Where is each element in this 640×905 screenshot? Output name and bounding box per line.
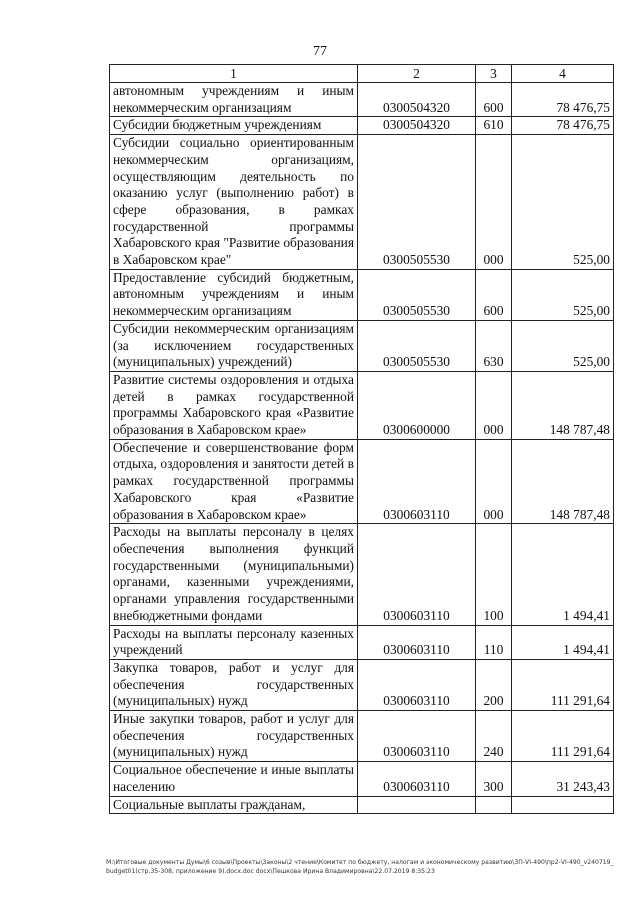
row-type: 000 (476, 439, 512, 524)
row-amount: 1 494,41 (512, 625, 614, 659)
row-name: Субсидии бюджетным учреждениям (110, 117, 358, 135)
table-row (110, 135, 614, 270)
row-type: 240 (476, 711, 512, 762)
row-code: 0300505530 (358, 135, 476, 270)
row-type: 100 (476, 524, 512, 625)
table-row (110, 269, 614, 320)
table-row (110, 439, 614, 524)
row-code: 0300603110 (358, 439, 476, 524)
row-amount: 78 476,75 (512, 83, 614, 117)
table-row (110, 659, 614, 710)
row-type: 200 (476, 659, 512, 710)
column-header-type: 3 (476, 65, 512, 83)
row-code: 0300505530 (358, 269, 476, 320)
row-name: Социальные выплаты гражданам, (110, 796, 358, 814)
row-type: 300 (476, 762, 512, 796)
row-amount: 525,00 (512, 269, 614, 320)
table-row (110, 117, 614, 135)
row-amount: 148 787,48 (512, 439, 614, 524)
row-code: 0300603110 (358, 711, 476, 762)
row-code: 0300600000 (358, 371, 476, 439)
row-type: 000 (476, 135, 512, 270)
table-row (110, 524, 614, 625)
row-type: 610 (476, 117, 512, 135)
row-name: Расходы на выплаты персоналу в целях обеспечения выполнения функций государственными (муниципальными) органами, казенными учреждениями, органами управления государственными внебюджетными фондами (110, 524, 358, 625)
row-amount (512, 796, 614, 814)
page-number: 77 (313, 44, 327, 59)
row-code: 0300603110 (358, 762, 476, 796)
table-row (110, 762, 614, 796)
row-name: Социальное обеспечение и иные выплаты населению (110, 762, 358, 796)
row-amount: 525,00 (512, 135, 614, 270)
row-name: Субсидии социально ориентированным некоммерческим организациям, осуществляющим деятельность по оказанию услуг (выполнению работ) в сфере образования, в рамках государственной программы Хабаровского края "Развитие образования в Хабаровском крае" (110, 135, 358, 270)
row-type: 600 (476, 269, 512, 320)
table-row (110, 320, 614, 371)
row-name: Расходы на выплаты персоналу казенных учреждений (110, 625, 358, 659)
row-amount: 111 291,64 (512, 659, 614, 710)
row-code: 0300504320 (358, 83, 476, 117)
row-type: 110 (476, 625, 512, 659)
row-name: Закупка товаров, работ и услуг для обеспечения государственных (муниципальных) нужд (110, 659, 358, 710)
table-header-row (110, 65, 614, 83)
column-header-code: 2 (358, 65, 476, 83)
row-code: 0300603110 (358, 524, 476, 625)
row-type: 000 (476, 371, 512, 439)
row-amount: 111 291,64 (512, 711, 614, 762)
budget-table (109, 64, 614, 814)
row-code: 0300603110 (358, 625, 476, 659)
table-row (110, 625, 614, 659)
row-name: Развитие системы оздоровления и отдыха детей в рамках государственной программы Хабаровского края «Развитие образования в Хабаровском крае» (110, 371, 358, 439)
row-name: Предоставление субсидий бюджетным, автономным учреждениям и иным некоммерческим организациям (110, 269, 358, 320)
row-amount: 1 494,41 (512, 524, 614, 625)
row-code: 0300504320 (358, 117, 476, 135)
table-row (110, 796, 614, 814)
row-code: 0300505530 (358, 320, 476, 371)
table-row (110, 711, 614, 762)
row-code (358, 796, 476, 814)
row-name: Субсидии некоммерческим организациям (за исключением государственных (муниципальных) учреждений) (110, 320, 358, 371)
table-row (110, 371, 614, 439)
row-name: Иные закупки товаров, работ и услуг для обеспечения государственных (муниципальных) нужд (110, 711, 358, 762)
row-code: 0300603110 (358, 659, 476, 710)
row-amount: 148 787,48 (512, 371, 614, 439)
row-type: 600 (476, 83, 512, 117)
row-name: Обеспечение и совершенствование форм отдыха, оздоровления и занятости детей в рамках государственной программы Хабаровского края «Развитие образования в Хабаровском крае» (110, 439, 358, 524)
row-amount: 78 476,75 (512, 117, 614, 135)
column-header-name: 1 (110, 65, 358, 83)
row-name: автономным учреждениям и иным некоммерческим организациям (110, 83, 358, 117)
row-type: 630 (476, 320, 512, 371)
row-type (476, 796, 512, 814)
row-amount: 31 243,43 (512, 762, 614, 796)
document-file-path-footer: M:\Итоговые документы Думы\6 созыв\Проекты\Законы\2 чтение\Комитет по бюджету, налогам и экономическому развитию\ЗП-VI-490\пр2-VI-490_v240719_budget01(стр.35-308, приложение 9).docx.doc docx\Пешкова Ирина Владимировна\22.07.2019 8:35:23 (106, 859, 614, 875)
row-amount: 525,00 (512, 320, 614, 371)
table-row (110, 83, 614, 117)
column-header-amount: 4 (512, 65, 614, 83)
